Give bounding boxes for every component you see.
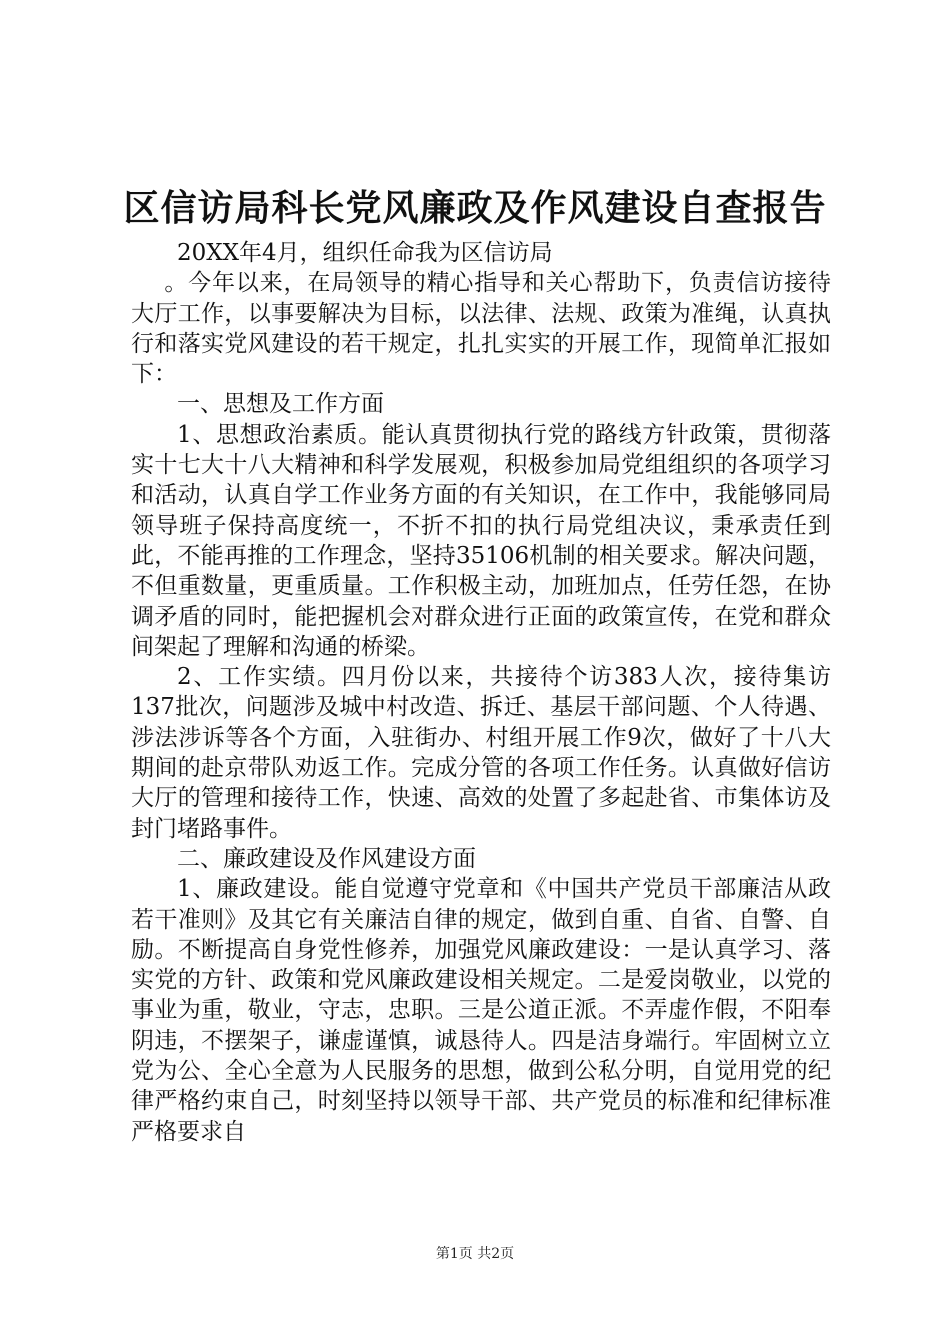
- paragraph-intro-date: 20XX年4月，组织任命我为区信访局: [177, 240, 553, 266]
- page-footer: 第1页 共2页: [435, 1246, 515, 1262]
- paragraph-work-results: 2、工作实绩。四月份以来，共接待个访383人次，接待集访137批次，问题涉及城中村改造、拆迁、基层干部问题、个人待遇、涉法涉诉等各个方面，入驻街办、村组开展工作9次，做好了十八大期间的赴京带队劝返工作。完成分管的各项工作任务。认真做好信访大厅的管理和接待工作，快速、高效的处置了多起赴省、市集体访及封门堵路事件。: [131, 664, 831, 842]
- document-body: [131, 238, 831, 1147]
- paragraph-integrity-building: 1、廉政建设。能自觉遵守党章和《中国共产党员干部廉洁从政若干准则》及其它有关廉洁自律的规定，做到自重、自省、自警、自励。不断提高自身党性修养，加强党风廉政建设：一是认真学习、落实党的方针、政策和党风廉政建设相关规定。二是爱岗敬业，以党的事业为重，敬业，守志，忠职。三是公道正派。不弄虚作假，不阳奉阴违，不摆架子，谦虚谨慎，诚恳待人。四是洁身端行。牢固树立立党为公、全心全意为人民服务的思想，做到公私分明，自觉用党的纪律严格约束自己，时刻坚持以领导干部、共产党员的标准和纪律标准严格要求自: [131, 876, 831, 1145]
- paragraph-political-quality: 1、思想政治素质。能认真贯彻执行党的路线方针政策，贯彻落实十七大十八大精神和科学发展观，积极参加局党组组织的各项学习和活动，认真自学工作业务方面的有关知识，在工作中，我能够同局领导班子保持高度统一，不折不扣的执行局党组决议，秉承责任到此，不能再推的工作理念，坚持35106机制的相关要求。解决问题，不但重数量，更重质量。工作积极主动，加班加点，任劳任怨，在协调矛盾的同时，能把握机会对群众进行正面的政策宣传，在党和群众间架起了理解和沟通的桥梁。: [131, 421, 831, 660]
- section-heading-integrity: 二、廉政建设及作风建设方面: [177, 845, 476, 872]
- document-title: 区信访局科长党风廉政及作风建设自查报告: [123, 187, 827, 229]
- paragraph-intro: 。今年以来，在局领导的精心指导和关心帮助下，负责信访接待大厅工作，以事要解决为目标，以法律、法规、政策为准绳，认真执行和落实党风建设的若干规定，扎扎实实的开展工作，现简单汇报如下：: [131, 270, 831, 388]
- section-heading-work: 一、思想及工作方面: [177, 391, 384, 418]
